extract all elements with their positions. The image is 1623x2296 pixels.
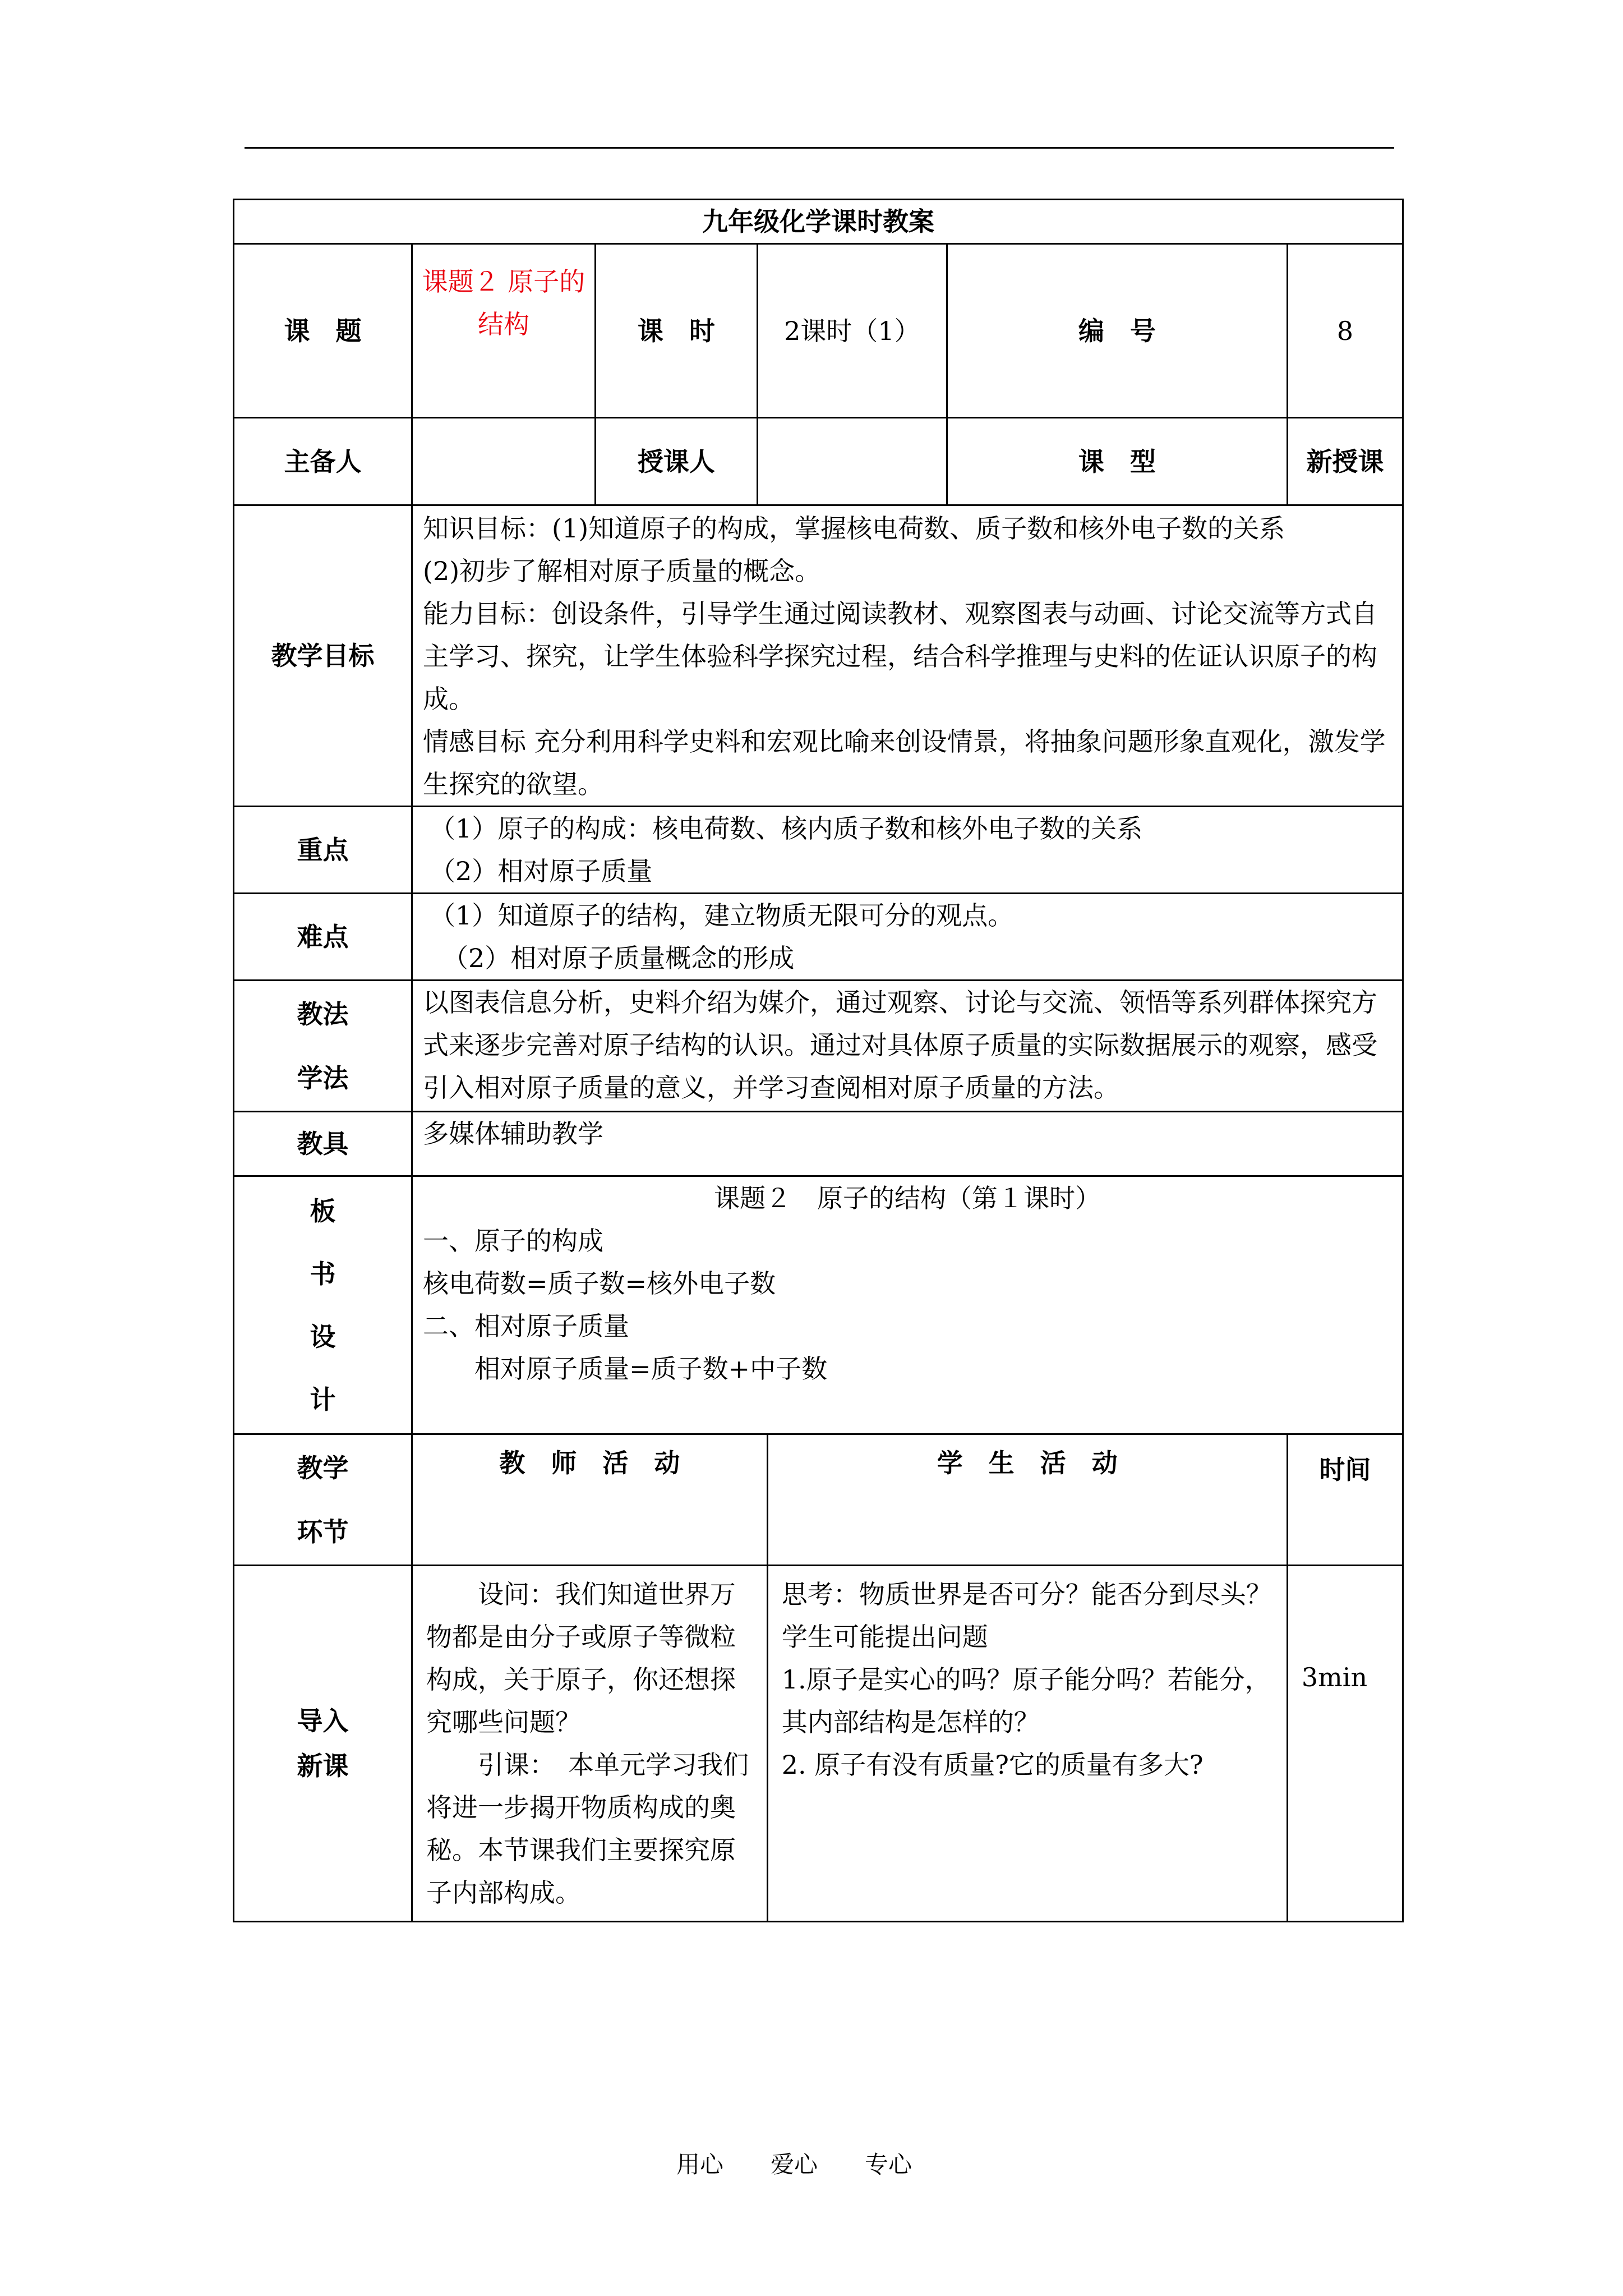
board-line: 二、相对原子质量 [423, 1311, 629, 1341]
teacher-question: 设问：我们知道世界万物都是由分子或原子等微粒构成，关于原子，你还想探究哪些问题？ [426, 1579, 736, 1737]
key-points-content [412, 807, 1403, 894]
type-label: 课 型 [947, 418, 1287, 505]
preparer-value [412, 418, 596, 505]
board-label-char: 计 [310, 1384, 336, 1415]
goals-line: 能力目标：创设条件，引导学生通过阅读教材、观察图表与动画、讨论交流等方式自主学习、探究，让学生体验科学探究过程，结合科学推理与史料的佐证认识原子的构成。 [423, 599, 1377, 714]
table-title: 九年级化学课时教案 [234, 200, 1403, 244]
goals-line: 情感目标 充分利用科学史料和宏观比喻来创设情景，将抽象问题形象直观化，激发学生探究的欲望。 [423, 726, 1386, 799]
time-header: 时间 [1287, 1434, 1403, 1566]
difficulties-label: 难点 [234, 894, 412, 981]
intro-stage-2: 新课 [297, 1751, 349, 1781]
student-line: 2. 原子有没有质量?它的质量有多大? [781, 1750, 1204, 1780]
header-rule [245, 147, 1394, 149]
methods-label [234, 981, 412, 1112]
number-label: 编 号 [947, 244, 1287, 418]
board-content [412, 1176, 1403, 1434]
hours-value: 2课时（1） [757, 244, 947, 418]
board-label-char: 书 [310, 1258, 336, 1289]
intro-time: 3min [1287, 1566, 1403, 1922]
type-value: 新授课 [1287, 418, 1403, 505]
goals-content [412, 505, 1403, 807]
difficulties-content [412, 894, 1403, 981]
methods-label-1: 教法 [297, 999, 349, 1029]
key-point-line: （2）相对原子质量 [430, 856, 653, 886]
preparer-label: 主备人 [234, 418, 412, 505]
methods-label-2: 学法 [297, 1062, 349, 1093]
board-heading: 课题２ 原子的结构（第１课时） [714, 1183, 1101, 1213]
board-line: 核电荷数=质子数=核外电子数 [423, 1268, 776, 1299]
difficulty-line: （2）相对原子质量概念的形成 [430, 943, 795, 973]
topic-value: 课题２ 原子的结构 [412, 244, 596, 418]
page-footer: 用心 爱心 专心 [676, 2151, 912, 2178]
student-line: 学生可能提出问题 [781, 1622, 988, 1652]
student-activity-header: 学 生 活 动 [767, 1434, 1287, 1566]
goals-label: 教学目标 [234, 505, 412, 807]
intro-stage-label [234, 1566, 412, 1922]
topic-label: 课 题 [234, 244, 412, 418]
methods-content: 以图表信息分析，史料介绍为媒介，通过观察、讨论与交流、领悟等系列群体探究方式来逐步完善对原子结构的认识。通过对具体原子质量的实际数据展示的观察，感受引入相对原子质量的意义，并学习查阅相对原子质量的方法。 [412, 981, 1403, 1112]
board-label [234, 1176, 412, 1434]
number-value: 8 [1287, 244, 1403, 418]
board-line: 相对原子质量=质子数+中子数 [423, 1354, 828, 1384]
teacher-value [757, 418, 947, 505]
tools-content: 多媒体辅助教学 [412, 1112, 1403, 1176]
goals-line: (2)初步了解相对原子质量的概念。 [423, 556, 821, 586]
stage-header-1: 教学 [297, 1452, 349, 1483]
stage-header [234, 1434, 412, 1566]
key-points-label: 重点 [234, 807, 412, 894]
student-line: 思考：物质世界是否可分？能否分到尽头？ [781, 1579, 1272, 1609]
difficulty-line: （1）知道原子的结构，建立物质无限可分的观点。 [430, 900, 1014, 931]
board-line: 一、原子的构成 [423, 1226, 603, 1256]
tools-label: 教具 [234, 1112, 412, 1176]
lesson-plan-table [233, 199, 1404, 1922]
intro-stage-1: 导入 [297, 1706, 349, 1736]
intro-teacher-activity [412, 1566, 768, 1922]
stage-header-2: 环节 [297, 1516, 349, 1547]
goals-line: 知识目标：(1)知道原子的构成，掌握核电荷数、质子数和核外电子数的关系 [423, 513, 1285, 544]
hours-label: 课 时 [595, 244, 757, 418]
board-label-char: 板 [310, 1195, 336, 1226]
student-line: 1.原子是实心的吗？原子能分吗？若能分，其内部结构是怎样的？ [781, 1664, 1271, 1737]
board-label-char: 设 [310, 1321, 336, 1352]
teacher-intro: 引课： 本单元学习我们将进一步揭开物质构成的奥秘。本节课我们主要探究原子内部构成。 [426, 1750, 749, 1908]
intro-student-activity [767, 1566, 1287, 1922]
teacher-activity-header: 教 师 活 动 [412, 1434, 768, 1566]
teacher-label: 授课人 [595, 418, 757, 505]
key-point-line: （1）原子的构成：核电荷数、核内质子数和核外电子数的关系 [430, 813, 1143, 844]
